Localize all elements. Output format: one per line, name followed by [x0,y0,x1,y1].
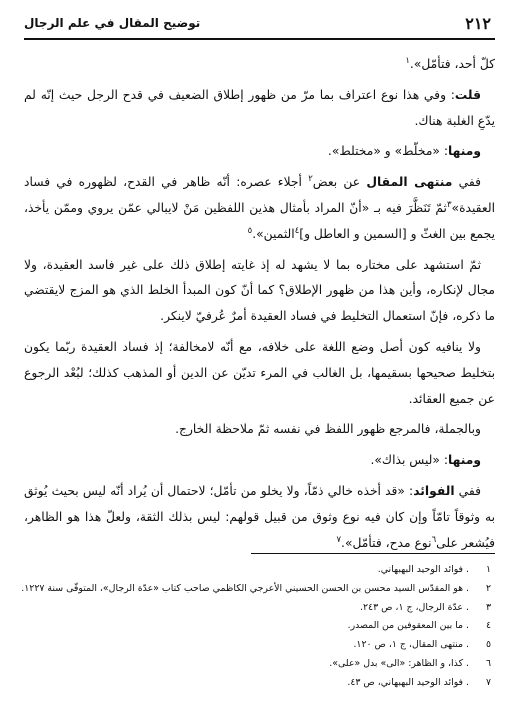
footnote-ref[interactable]: ٤ [294,225,300,236]
paragraph: ففي منتهى المقال عن بعض$^٢$ أجلاء عصره: أنّه ظاهر في القدح، لظهوره في فساد العقيدة»$^٣$ثمّ تَنَظَّرَ فيه بـ «أنّ المراد بأمثال هذين اللفظين مَنْ لايبالي عمّن يروي وممّن يأخذ، يجمع بين الغثّ و [السمين و العاطل و]$^٤$الثمين».$^٥$ [24,174,495,241]
paragraph: ومنها: «مخلّط» و «مختلط». [327,144,481,159]
footnote-text: . عدّة الرجال، ج ١، ص ٢٤٣. [360,601,469,613]
header-rule [24,38,495,40]
footnote-text: . فوائد الوحيد البهبهاني، ص ٤٣. [347,676,469,688]
footnote [24,617,495,636]
footnote-ref[interactable]: ٦ [431,534,437,545]
footnote [24,561,495,580]
footnote-ref[interactable]: ١ [405,55,410,66]
footnote-number: ٢ [485,582,491,594]
keyword: قلت [454,87,481,102]
footnote [24,636,495,655]
footnote-number: ٤ [485,620,491,632]
footnote-text: . فوائد الوحيد البهبهاني. [377,564,469,575]
footnote [24,599,495,618]
footnote [24,674,495,693]
footnote-text: . ما بين المعقوفين من المصدر. [347,620,469,632]
footnote-text: . هو المقدّس السيد محسن بن الحسن الحسيني الأعرجي الكاظمي صاحب كتاب «عدّة الرجال»، المتوفّى سنة ١٢٢٧. [21,582,469,594]
keyword: ومنها [447,144,481,159]
paragraph: قلت: وفي هذا نوع اعتراف بما مرّ من ظهور إطلاق الضعيف في قدح الرجل حيث إنّه لم يدّعِ الغلبة هناك. [24,87,495,128]
paragraph: كلّ أحد، فتأمّل».$^١$ [405,55,495,71]
footnote-ref[interactable]: ٢ [308,174,313,185]
footnote-ref[interactable]: ٥ [247,225,253,236]
page-header [24,14,495,36]
footnotes [21,561,495,693]
footnote-number: ٣ [485,601,491,613]
paragraph: ثمّ استشهد على مختاره بما لا يشهد له إذ غايته إطلاق ذلك على غير فاسد العقيدة، ولا مجال لإنكاره، وأين هذا من ظهور الإطلاق؟ كما أنّ كون المبدأ الخلط الذي هو المزج لايقتضي ما ذكره، فإنّ استعمال التخليط في فساد العقيدة أمرٌ عُرفيّ لاينكر. [24,257,495,324]
book-title: منتهى المقال [366,175,453,190]
book-page [21,0,495,720]
body-text [24,52,495,561]
footnote-number: ٧ [485,676,491,688]
footnote-number: ١ [485,564,491,575]
footnote [24,655,495,674]
paragraph: ولا ينافيه كون أصل وضع اللغة على خلافه، مع أنّه لامخالفة؛ إذ فساد العقيدة ربّما يكون بتخليط صحيحها بسقيمها، بل الغالب في المرء تديّن عن الدين أو المذهب كذلك؛ لبُعْد الرجوع عن جميع العقائد. [24,339,495,406]
footnote-divider [251,553,495,554]
footnote [21,580,495,599]
footnote-number: ٥ [485,639,491,651]
footnote-ref[interactable]: ٣ [446,199,452,210]
paragraph: ومنها: «ليس بذاك». [370,453,481,468]
footnote-text: . كذا، و الظاهر: «الى» بدل «على». [329,657,469,669]
footnote-ref[interactable]: ٧ [336,534,342,545]
paragraph: ففي الفوائد: «قد أخذه خالي ذمّاً، ولا يخلو من تأمّل؛ لاحتمال أن يُراد أنّه ليس بحيث يُوثق به وثوقاً تامّاً وإن كان فيه نوع وثوق من قبيل قولهم: ليس بذلك الثقة، ولعلّ هذا هو الظاهر، فيُشعر على$^٦$نوع مدح، فتأمّل».$^٧$ [24,483,495,550]
running-title: توضيح المقال في علم الرجال [24,16,201,30]
book-title: الفوائد [413,483,455,498]
footnote-text: . منتهى المقال، ج ١، ص ١٢٠. [353,639,469,651]
keyword: ومنها [447,453,481,468]
footnote-number: ٦ [485,657,491,669]
page-number: ٢١٢ [465,14,491,33]
paragraph: وبالجملة، فالمرجع ظهور اللفظ في نفسه ثمّ ملاحظة الخارج. [175,422,481,437]
